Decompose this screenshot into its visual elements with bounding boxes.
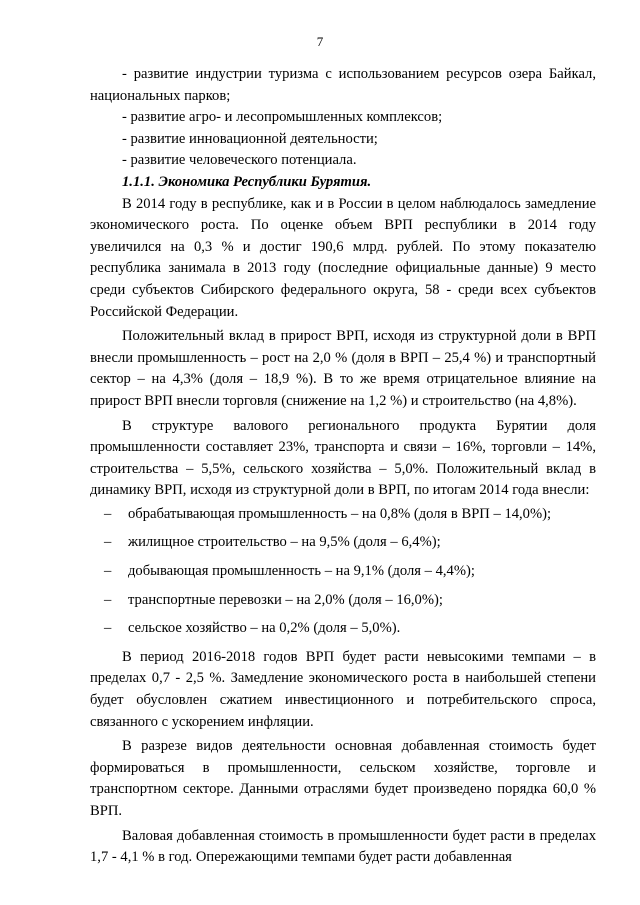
paragraph-economy-overview: В 2014 году в республике, как и в России в целом наблюдалось замедление экономического роста. По оценке объем ВРП республики в 2014 году увеличился на 0,3 % и достиг 190,6 млрд. рублей. По этому показателю республика занимала в 2013 году (последние официальные данные) 9 место среди субъектов Сибирского федерального округа, 58 - среди всех субъектов Российской Федерации.	[90, 195, 596, 320]
list-item	[90, 532, 596, 554]
dash-marker: –	[104, 563, 112, 580]
list-item	[90, 590, 596, 612]
list-item-text: транспортные перевозки – на 2,0% (доля – 16,0%);	[128, 591, 443, 608]
dash-marker: –	[104, 534, 112, 551]
paragraph-industry-growth: Валовая добавленная стоимость в промышленности будет расти в пределах 1,7 - 4,1 % в год. Опережающими темпами будет расти добавленная	[90, 827, 596, 866]
intro-list-item: - развитие агро- и лесопромышленных комплексов;	[122, 109, 443, 126]
list-item	[90, 561, 596, 583]
intro-list-item: - развитие индустрии туризма с использованием ресурсов озера Байкал, национальных парков;	[90, 66, 596, 104]
dash-marker: –	[104, 591, 112, 608]
document-body	[90, 64, 596, 869]
contributions-list	[90, 504, 596, 640]
list-item-text: обрабатывающая промышленность – на 0,8% (доля в ВРП – 14,0%);	[128, 505, 552, 522]
list-item-text: жилищное строительство – на 9,5% (доля – 6,4%);	[128, 534, 441, 551]
paragraph-positive-contribution: Положительный вклад в прирост ВРП, исходя из структурной доли в ВРП внесли промышленность – рост на 2,0 % (доля в ВРП – 25,4 %) и транспортный сектор – на 4,3% (доля – 18,9 %). В то же время отрицательное влияние на прирост ВРП внесли торговля (снижение на 1,2 %) и строительство (на 4,8%).	[90, 328, 596, 409]
dash-marker: –	[104, 505, 112, 522]
paragraph-grp-structure: В структуре валового регионального продукта Бурятии доля промышленности составляет 23%, транспорта и связи – 16%, торговли – 14%, строительства – 5,5%, сельского хозяйства – 5,0%. Положительный вклад в динамику ВРП, исходя из структурной доли в ВРП, по итогам 2014 года внесли:	[90, 417, 596, 499]
section-heading: 1.1.1. Экономика Республики Бурятия.	[122, 173, 372, 190]
paragraph-value-added: В разрезе видов деятельности основная добавленная стоимость будет формироваться в промышленности, сельском хозяйстве, торговле и транспортном секторе. Данными отраслями будет произведено порядка 60,0 % ВРП.	[90, 738, 596, 819]
paragraph-forecast: В период 2016-2018 годов ВРП будет расти невысокими темпами – в пределах 0,7 - 2,5 %. Замедление экономического роста в наибольшей степени будет обусловлен сжатием инвестиционного и потребительского спроса, связанного с ускорением инфляции.	[90, 648, 596, 730]
list-item-text: сельское хозяйство – на 0,2% (доля – 5,0%).	[128, 620, 401, 637]
list-item-text: добывающая промышленность – на 9,1% (доля – 4,4%);	[128, 563, 475, 580]
dash-marker: –	[104, 620, 112, 637]
intro-list-item: - развитие инновационной деятельности;	[122, 130, 378, 147]
list-item	[90, 618, 596, 640]
page-number: 7	[316, 34, 324, 49]
intro-list-item: - развитие человеческого потенциала.	[122, 152, 357, 169]
list-item	[90, 504, 596, 526]
